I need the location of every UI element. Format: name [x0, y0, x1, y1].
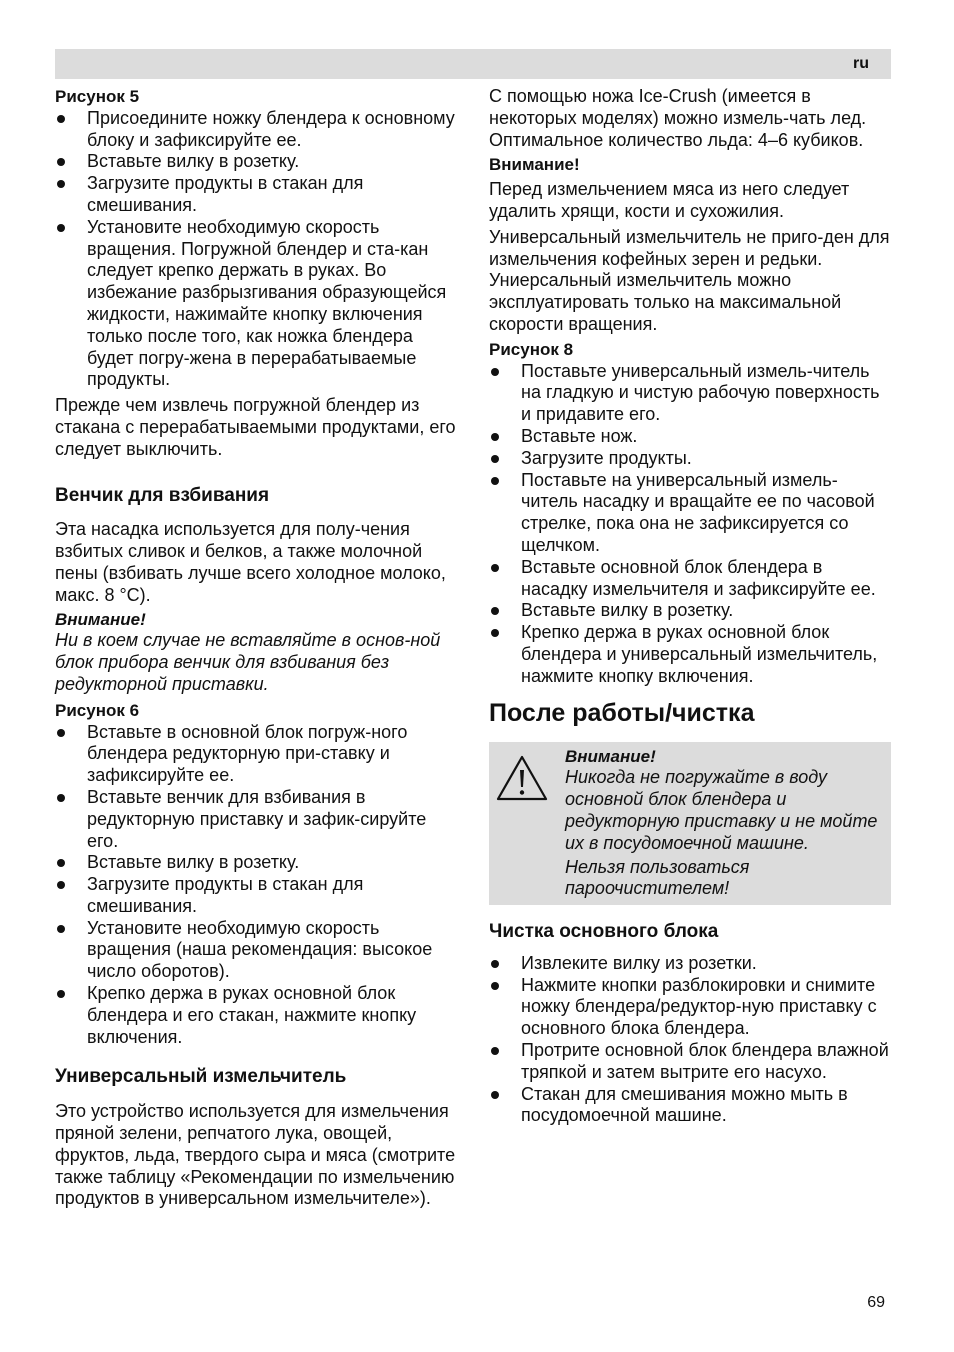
list-item: Загрузите продукты в стакан для смешивания. — [55, 173, 460, 217]
list-item: Поставьте на универсальный измель-читель насадку и вращайте ее по часовой стрелке, пока она не зафиксируется со щелчком. — [489, 470, 891, 557]
figure-5-note: Прежде чем извлечь погружной блендер из стакана с перерабатываемыми продуктами, его следует выключить. — [55, 395, 456, 459]
warning-box-text: Никогда не погружайте в воду основной блок блендера и редукторную приставку и не мойте их в посудомоечной машине. — [565, 767, 878, 853]
figure-5-list — [55, 108, 460, 391]
list-item: Загрузите продукты. — [489, 448, 891, 470]
attention-label: Внимание! — [489, 155, 580, 175]
list-item: Вставьте вилку в розетку. — [55, 151, 460, 173]
figure-5-title: Рисунок 5 — [55, 87, 140, 106]
figure-6-list — [55, 722, 460, 1049]
coffee-text: Универсальный измельчитель не приго-ден для измельчения кофейных зерен и редьки. Униерсальный измельчитель можно эксплуатировать только на максимальной скорости вращения. — [489, 226, 890, 334]
list-item: Извлеките вилку из розетки. — [489, 953, 891, 975]
ice-crush-text: С помощью ножа Ice-Crush (имеется в некоторых моделях) можно измель-чать лед. Оптимальное количество льда: 4–6 кубиков. — [489, 86, 867, 150]
list-item: Стакан для смешивания можно мыть в посудомоечной машине. — [489, 1084, 891, 1128]
list-item: Вставьте нож. — [489, 426, 891, 448]
list-item: Установите необходимую скорость вращения (наша рекомендация: высокое число оборотов). — [55, 918, 460, 983]
list-item: Вставьте вилку в розетку. — [55, 852, 460, 874]
list-item: Вставьте в основной блок погруж-ного блендера редукторную при-ставку и зафиксируйте ее. — [55, 722, 460, 787]
list-item: Протрите основной блок блендера влажной тряпкой и затем вытрите его насухо. — [489, 1040, 891, 1084]
chopper-text: Это устройство используется для измельчения пряной зелени, репчатого лука, овощей, фруктов, льда, твердого сыра и мяса (смотрите также таблицу «Рекомендации по измельчению продуктов в универсальном измельчителе»). — [55, 1101, 456, 1209]
chopper-heading: Универсальный измельчитель — [55, 1066, 347, 1088]
warning-box-steam-text: Нельзя пользоваться пароочистителем! — [565, 856, 750, 899]
figure-8-title: Рисунок 8 — [489, 339, 574, 359]
after-use-heading: После работы/чистка — [489, 698, 755, 727]
list-item: Вставьте основной блок блендера в насадку измельчителя и зафиксируйте ее. — [489, 557, 891, 601]
warning-box-label: Внимание! — [565, 746, 656, 766]
warning-triangle-icon — [495, 754, 549, 802]
whisk-text: Эта насадка используется для полу-чения взбитых сливок и белков, а также молочной пены (взбивать лучше всего холодное молоко, макс. 8 °C). — [55, 519, 446, 605]
meat-text: Перед измельчением мяса из него следует удалить хрящи, кости и сухожилия. — [489, 179, 850, 221]
warning-box — [489, 742, 891, 906]
figure-8-list — [489, 361, 891, 688]
left-column — [55, 86, 460, 1211]
list-item: Вставьте вилку в розетку. — [489, 600, 891, 622]
list-item: Установите необходимую скорость вращения. Погружной блендер и ста-кан следует крепко держать в руках. Во избежание разбрызгивания образующейся жидкости, нажимайте кнопку включения только после того, как ножка блендера будет погру-жена в перерабатываемые продукты. — [55, 217, 460, 391]
right-column — [489, 86, 891, 1127]
page-number: 69 — [867, 1294, 885, 1311]
list-item: Поставьте универсальный измель-читель на гладкую и чистую рабочую поверхность и придавите его. — [489, 361, 891, 426]
list-item: Загрузите продукты в стакан для смешивания. — [55, 874, 460, 918]
cleaning-list — [489, 953, 891, 1127]
header-bar — [55, 49, 891, 79]
list-item: Крепко держа в руках основной блок блендера и его стакан, нажмите кнопку включения. — [55, 983, 460, 1048]
cleaning-heading: Чистка основного блока — [489, 921, 719, 943]
list-item: Присоедините ножку блендера к основному блоку и зафиксируйте ее. — [55, 108, 460, 152]
list-item: Вставьте венчик для взбивания в редукторную приставку и зафик-сируйте его. — [55, 787, 460, 852]
whisk-warning-label: Внимание! — [55, 609, 146, 629]
whisk-heading: Венчик для взбивания — [55, 484, 270, 506]
list-item: Крепко держа в руках основной блок блендера и универсальный измельчитель, нажмите кнопку включения. — [489, 622, 891, 687]
whisk-warning-text: Ни в коем случае не вставляйте в основ-ной блок прибора венчик для взбивания без редукторной приставки. — [55, 630, 441, 694]
language-label: ru — [853, 55, 869, 72]
list-item: Нажмите кнопки разблокировки и снимите ножку блендера/редуктор-ную приставку с основного блока блендера. — [489, 975, 891, 1040]
figure-6-title: Рисунок 6 — [55, 700, 140, 720]
